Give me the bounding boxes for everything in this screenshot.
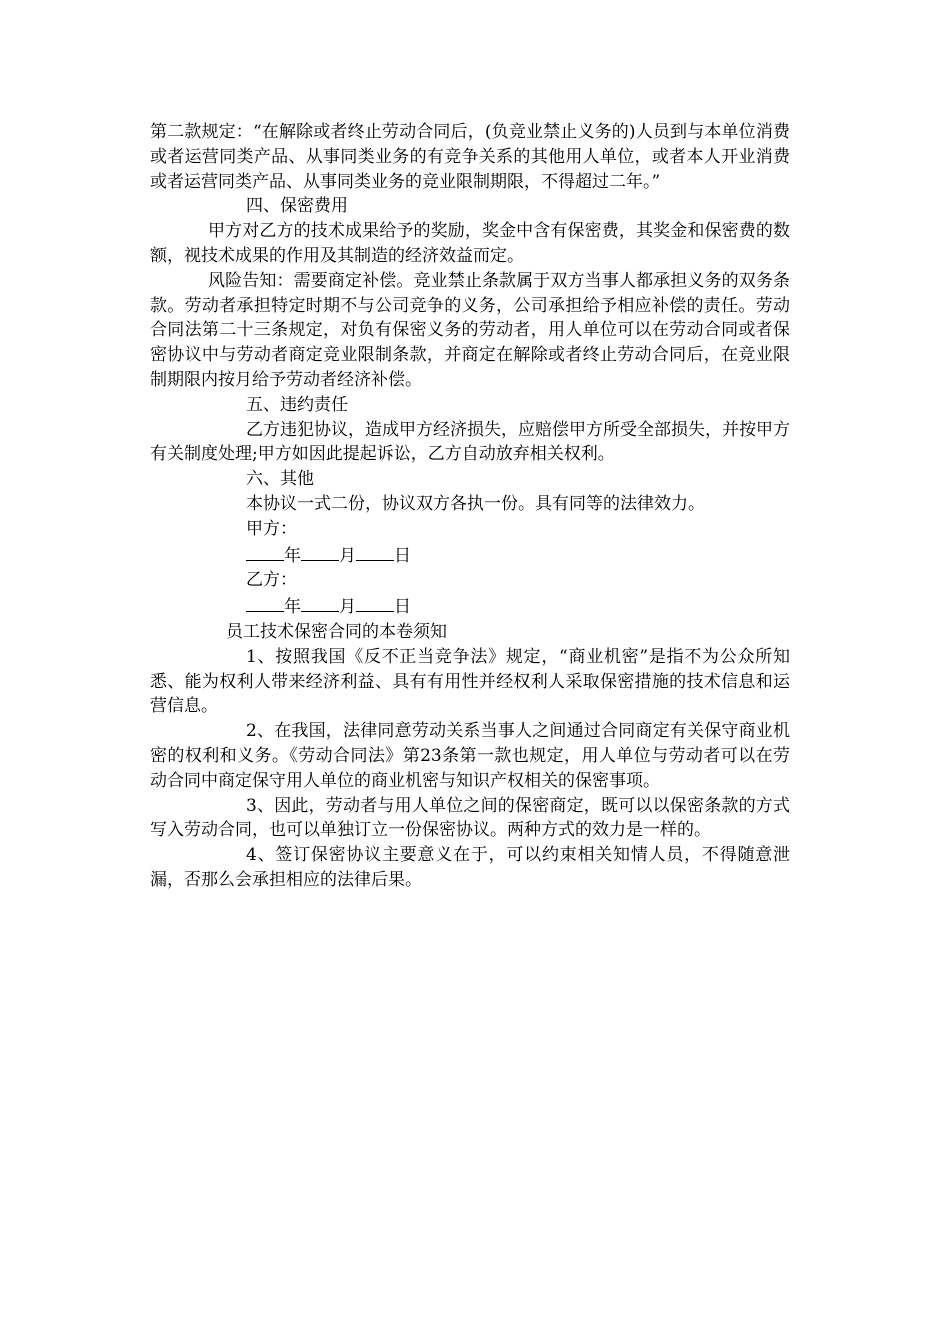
document-page: [150, 120, 790, 893]
year-blank: [246, 542, 284, 561]
note-item-2: 2、在我国，法律同意劳动关系当事人之间通过合同商定有关保守商业机密的权利和义务。《劳动合同法》第23条第一款也规定，用人单位与劳动者可以在劳动合同中商定保守用人单位的商业机密与知识产权相关的保密事项。: [150, 721, 790, 791]
risk-notice-paragraph: 风险告知：需要商定补偿。竞业禁止条款属于双方当事人都承担义务的双务条款。劳动者承担特定时期不与公司竞争的义务，公司承担给予相应补偿的责任。劳动合同法第二十三条规定，对负有保密义务的劳动者，用人单位可以在劳动合同或者保密协议中与劳动者商定竞业限制条款，并商定在解除或者终止劳动合同后，在竞业限制期限内按月给予劳动者经济补偿。: [150, 270, 790, 390]
note-item-1: 1、按照我国《反不正当竞争法》规定，“商业机密”是指不为公众所知悉、能为权利人带来经济利益、具有有用性并经权利人采取保密措施的技术信息和运营信息。: [150, 646, 790, 717]
day-unit: 日: [394, 597, 411, 618]
day-blank: [356, 542, 394, 561]
month-unit: 月: [339, 545, 356, 566]
party-a-date-line: [150, 542, 790, 569]
month-unit: 月: [339, 597, 356, 618]
day-blank: [356, 593, 394, 612]
section-heading-other: 六、其他: [246, 469, 314, 490]
clause-paragraph: 第二款规定：“在解除或者终止劳动合同后，(负竞业禁止义务的)人员到与本单位消费或者运营同类产品、从事同类业务的有竞争关系的其他用人单位，或者本人开业消费或者运营同类产品、从事同类业务的竞业限制期限，不得超过二年。”: [150, 122, 790, 192]
fee-paragraph: 甲方对乙方的技术成果给予的奖励，奖金中含有保密费，其奖金和保密费的数额，视技术成果的作用及其制造的经济效益而定。: [150, 221, 790, 266]
party-b-label: 乙方：: [246, 570, 297, 591]
day-unit: 日: [394, 545, 411, 566]
party-a-label: 甲方：: [246, 518, 297, 539]
note-item-4: 4、签订保密协议主要意义在于，可以约束相关知情人员，不得随意泄漏，否那么会承担相应的法律后果。: [150, 845, 790, 890]
year-blank: [246, 593, 284, 612]
year-unit: 年: [284, 597, 301, 618]
party-b-date-line: [150, 593, 790, 620]
year-unit: 年: [284, 545, 301, 566]
note-item-3: 3、因此，劳动者与用人单位之间的保密商定，既可以以保密条款的方式写入劳动合同，也可以单独订立一份保密协议。两种方式的效力是一样的。: [150, 795, 790, 841]
liability-paragraph: 乙方违犯协议，造成甲方经济损失，应赔偿甲方所受全部损失，并按甲方有关制度处理;甲方如因此提起诉讼，乙方自动放弃相关权利。: [150, 419, 790, 465]
month-blank: [301, 542, 339, 561]
notes-heading: 员工技术保密合同的本卷须知: [226, 621, 447, 642]
copies-paragraph: 本协议一式二份，协议双方各执一份。具有同等的法律效力。: [246, 493, 705, 514]
month-blank: [301, 593, 339, 612]
section-heading-confidentiality-fee: 四、保密费用: [246, 196, 348, 217]
section-heading-liability: 五、违约责任: [246, 394, 348, 415]
